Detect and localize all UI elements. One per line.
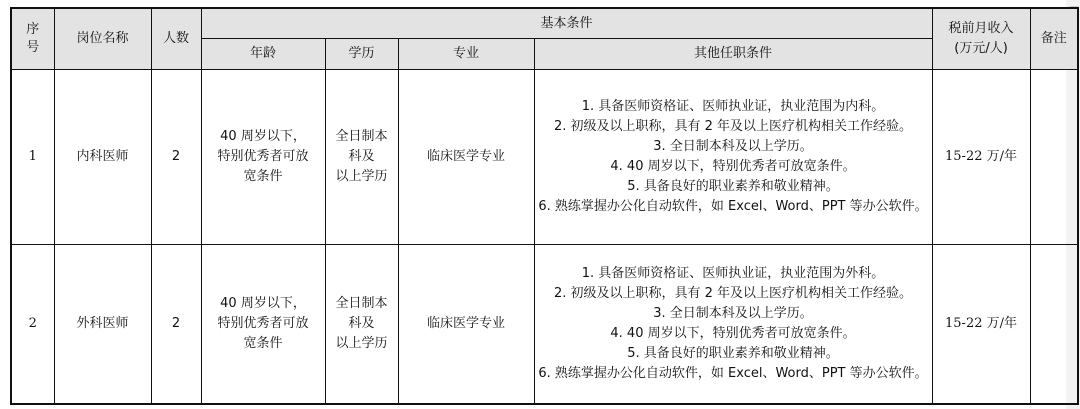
header-no-label: 序号 [26,22,40,56]
row-age [201,245,325,404]
row-no: 2 [11,245,54,404]
header-basic-conditions: 基本条件 [201,8,932,39]
row-no: 1 [11,70,54,245]
requirement-item: 1. 具备医师资格证、医师执业证，执业范围为内科。 [581,99,885,115]
row-major: 临床医学专业 [398,70,534,245]
header-major: 专业 [398,39,534,70]
requirement-item: 6. 熟练掌握办公化自动软件，如 Excel、Word、PPT 等办公软件。 [538,199,928,215]
header-count: 人数 [151,8,201,70]
table-row [11,245,1078,404]
header-education: 学历 [325,39,398,70]
header-other-conditions: 其他任职条件 [534,39,932,70]
row-position: 内科医师 [54,70,151,245]
row-age-text: 40 周岁以下，特别优秀者可放宽条件 [217,296,309,352]
header-age: 年龄 [201,39,325,70]
requirement-item: 6. 熟练掌握办公化自动软件，如 Excel、Word、PPT 等办公软件。 [538,366,928,382]
recruitment-table [10,7,1079,405]
requirement-item: 1. 具备医师资格证、医师执业证，执业范围为外科。 [581,266,885,282]
row-age [201,70,325,245]
requirement-item: 3. 全日制本科及以上学历。 [653,139,813,155]
row-education-line1: 全日制本 [335,296,388,312]
header-no [11,8,54,70]
header-row-1 [11,8,1078,39]
requirement-item: 5. 具备良好的职业素养和敬业精神。 [627,346,839,362]
row-age-text: 40 周岁以下，特别优秀者可放宽条件 [217,129,309,185]
row-education-line1: 全日制本 [335,129,388,145]
requirement-item: 2. 初级及以上职称，具有 2 年及以上医疗机构相关工作经验。 [553,119,913,135]
row-education-line2: 科及 [348,149,375,165]
row-count: 2 [151,245,201,404]
row-education [325,70,398,245]
row-position: 外科医师 [54,245,151,404]
requirement-item: 3. 全日制本科及以上学历。 [653,306,813,322]
requirement-item: 5. 具备良好的职业素养和敬业精神。 [627,179,839,195]
requirement-item: 2. 初级及以上职称，具有 2 年及以上医疗机构相关工作经验。 [553,286,913,302]
header-position: 岗位名称 [54,8,151,70]
row-requirements [534,245,932,404]
row-education-line3: 以上学历 [335,336,388,352]
row-remark [1030,70,1078,245]
row-count: 2 [151,70,201,245]
row-education-line2: 科及 [348,316,375,332]
row-requirements [534,70,932,245]
table-row [11,70,1078,245]
row-education-line3: 以上学历 [335,169,388,185]
header-salary [932,8,1030,70]
header-remark: 备注 [1030,8,1078,70]
row-remark [1030,245,1078,404]
row-major: 临床医学专业 [398,245,534,404]
row-salary: 15-22 万/年 [932,245,1030,404]
header-salary-line2: (万元/人) [954,41,1008,57]
row-education [325,245,398,404]
requirement-item: 4. 40 周岁以下，特别优秀者可放宽条件。 [610,326,856,342]
requirement-item: 4. 40 周岁以下，特别优秀者可放宽条件。 [610,159,856,175]
row-salary: 15-22 万/年 [932,70,1030,245]
header-salary-line1: 税前月收入 [948,21,1014,37]
